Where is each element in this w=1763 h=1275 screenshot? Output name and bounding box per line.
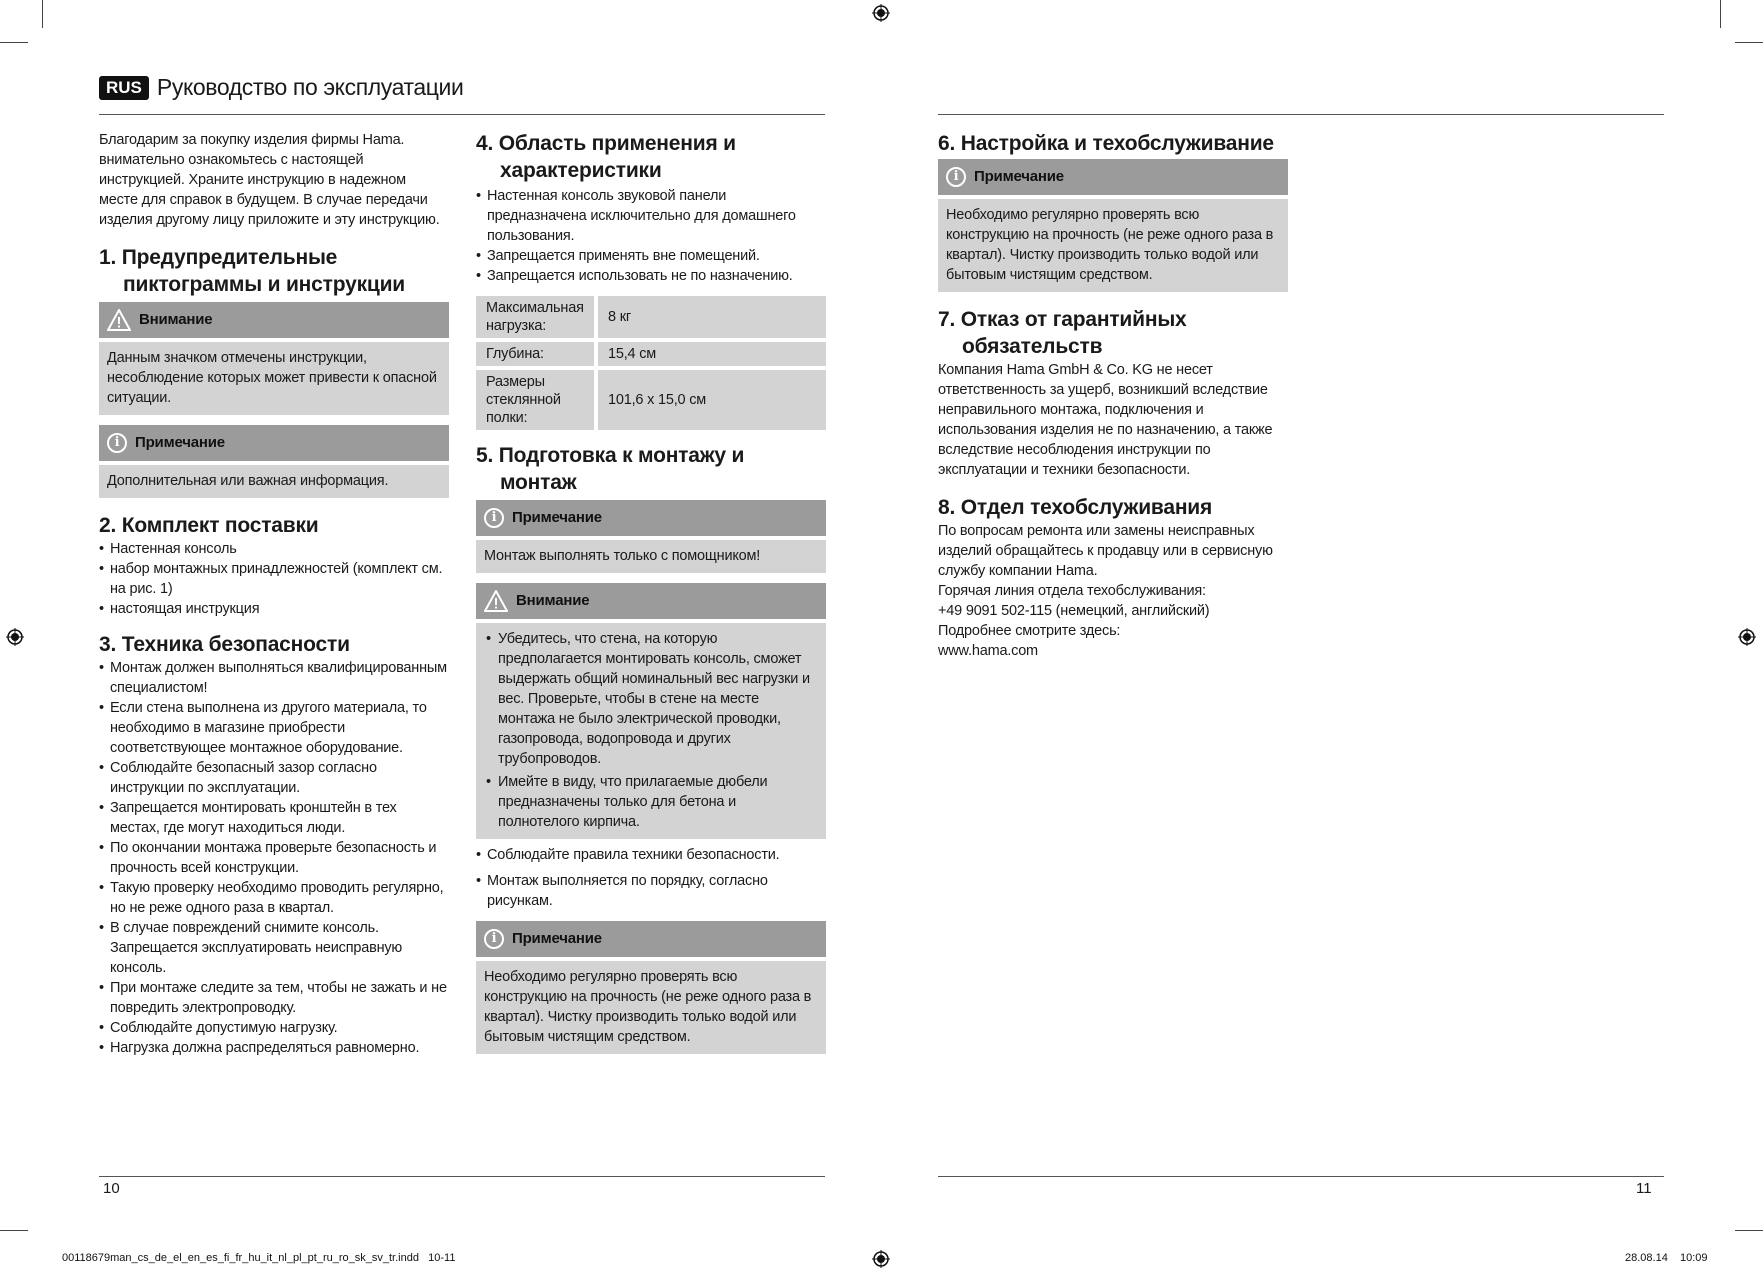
header-rule-left: [99, 114, 825, 115]
crop-mark: [1720, 0, 1721, 28]
table-row: [476, 342, 826, 366]
warning-box-body: [476, 623, 826, 839]
service-text: По вопросам ремонта или замены неисправных изделий обращайтесь к продавцу или в сервисную службу компании Hama.: [938, 523, 1273, 579]
section-1-title: 1. Предупредительные пиктограммы и инструкции: [99, 246, 406, 296]
note-box-header: [938, 159, 1288, 195]
section-6-title: 6. Настройка и техобслуживание: [938, 132, 1274, 155]
info-icon: i: [484, 508, 504, 528]
info-icon: i: [107, 433, 127, 453]
registration-mark-icon: [1738, 628, 1756, 646]
warning-box: [99, 302, 449, 415]
note-box-header: [476, 921, 826, 957]
list-item: • Запрещается использовать не по назначению.: [476, 266, 826, 286]
section-2-title: 2. Комплект поставки: [99, 514, 319, 537]
warning-text: Данным значком отмечены инструкции, несоблюдение которых может привести к опасной ситуации.: [107, 350, 437, 406]
mounting-list: [476, 845, 826, 911]
safety-list: [99, 658, 449, 1058]
section-5-title: 5. Подготовка к монтажу и монтаж: [476, 444, 745, 494]
list-item: • Такую проверку необходимо проводить регулярно, но не реже одного раза в квартал.: [99, 878, 449, 918]
website-link[interactable]: www.hama.com: [938, 643, 1038, 659]
note-text: Дополнительная или важная информация.: [107, 473, 389, 489]
warning-box-header: [99, 302, 449, 338]
language-badge: RUS: [99, 76, 149, 100]
list-item: • Нагрузка должна распределяться равномерно.: [99, 1038, 449, 1058]
page-number-right: 11: [1636, 1180, 1652, 1197]
page-number-left: 10: [103, 1180, 120, 1197]
note-box: [938, 159, 1288, 292]
crop-mark: [0, 42, 28, 43]
registration-mark-icon: [872, 4, 890, 22]
list-item: • При монтаже следите за тем, чтобы не зажать и не повредить электропроводку.: [99, 978, 449, 1018]
slug-time: 10:09: [1680, 1252, 1708, 1264]
note-box-body: [476, 961, 826, 1054]
column-3: [938, 130, 1288, 661]
note-text: Необходимо регулярно проверять всю конструкцию на прочность (не реже одного раза в квартал). Чистку производить только водой или бытовым чистящим средством.: [484, 969, 812, 1045]
hotline-label: Горячая линия отдела техобслуживания:: [938, 583, 1206, 599]
spec-key: Максимальная нагрузка:: [476, 296, 598, 338]
slug-date: 28.08.14: [1625, 1252, 1668, 1264]
note-label: Примечание: [512, 509, 602, 526]
crop-mark: [1735, 1230, 1763, 1231]
list-item: • Настенная консоль: [99, 539, 449, 559]
footer-rule-left: [99, 1176, 825, 1177]
info-icon: i: [484, 929, 504, 949]
section-7-title: 7. Отказ от гарантийных обязательств: [938, 308, 1187, 358]
spec-key: Глубина:: [476, 342, 598, 366]
crop-mark: [0, 1230, 28, 1231]
warning-label: Внимание: [139, 311, 213, 328]
note-box-body: [476, 540, 826, 573]
table-row: [476, 370, 826, 430]
spec-value: 15,4 см: [598, 342, 826, 366]
crop-mark: [42, 0, 43, 28]
section-4-title: 4. Область применения и характеристики: [476, 132, 736, 182]
header-rule-right: [938, 114, 1664, 115]
note-text: Необходимо регулярно проверять всю конструкцию на прочность (не реже одного раза в квартал). Чистку производить только водой или бытовым чистящим средством.: [946, 207, 1274, 283]
list-item: • настоящая инструкция: [99, 599, 449, 619]
registration-mark-icon: [6, 628, 24, 646]
note-text: Монтаж выполнять только с помощником!: [484, 548, 761, 564]
disclaimer-text: Компания Hama GmbH & Co. KG не несет ответственность за ущерб, возникший вследствие неправильного монтажа, подключения и использования изделия не по назначению, а также вследствие несоблюдения инструкции по эксплуатации и техники безопасности.: [938, 362, 1273, 478]
list-item: • Если стена выполнена из другого материала, то необходимо в магазине приобрести соответствующее монтажное оборудование.: [99, 698, 449, 758]
section-3-title: 3. Техника безопасности: [99, 633, 350, 656]
list-item: • Монтаж должен выполняться квалифицированным специалистом!: [99, 658, 449, 698]
list-item: • Настенная консоль звуковой панели предназначена исключительно для домашнего пользования.: [476, 186, 826, 246]
list-item: • набор монтажных принадлежностей (комплект см. на рис. 1): [99, 559, 449, 599]
note-box: [476, 500, 826, 573]
note-label: Примечание: [974, 168, 1064, 185]
list-item: • Имейте в виду, что прилагаемые дюбели предназначены только для бетона и полнотелого кирпича.: [486, 772, 818, 832]
column-2: [476, 130, 826, 1054]
warning-box: [476, 583, 826, 839]
page-header: [99, 74, 463, 101]
hotline-number: +49 9091 502-115 (немецкий, английский): [938, 603, 1210, 619]
note-box-body: [938, 199, 1288, 292]
delivery-list: [99, 539, 449, 619]
more-info-label: Подробнее смотрите здесь:: [938, 623, 1121, 639]
file-slug: 00118679man_cs_de_el_en_es_fi_fr_hu_it_nl_pl_pt_ru_ro_sk_sv_tr.indd 10-11: [62, 1252, 456, 1264]
table-row: [476, 296, 826, 338]
note-label: Примечание: [135, 434, 225, 451]
warning-triangle-icon: [484, 590, 508, 612]
note-box-header: [99, 425, 449, 461]
list-item: • Соблюдайте безопасный зазор согласно инструкции по эксплуатации.: [99, 758, 449, 798]
warning-box-body: [99, 342, 449, 415]
column-1: [99, 130, 449, 1058]
info-icon: i: [946, 167, 966, 187]
section-8-title: 8. Отдел техобслуживания: [938, 496, 1213, 519]
note-box-header: [476, 500, 826, 536]
list-item: • Соблюдайте правила техники безопасности.: [476, 845, 826, 865]
warning-label: Внимание: [516, 592, 590, 609]
spec-key: Размеры стеклянной полки:: [476, 370, 598, 430]
specs-table: [476, 292, 826, 434]
footer-rule-right: [938, 1176, 1664, 1177]
list-item: • Убедитесь, что стена, на которую предполагается монтировать консоль, сможет выдержать общий номинальный вес нагрузки и вес. Проверьте, чтобы в стене на месте монтажа не было электрической проводки, газопровода, водопровода и других трубопроводов.: [486, 629, 818, 769]
usage-list: [476, 186, 826, 286]
list-item: • В случае повреждений снимите консоль. Запрещается эксплуатировать неисправную консоль.: [99, 918, 449, 978]
intro-text: Благодарим за покупку изделия фирмы Hama. внимательно ознакомьтесь с настоящей инструкцией. Храните инструкцию в надежном месте для справок в будущем. В случае передачи изделия другому лицу приложите и эту инструкцию.: [99, 132, 440, 228]
list-item: • Соблюдайте допустимую нагрузку.: [99, 1018, 449, 1038]
note-box: [476, 921, 826, 1054]
list-item: • Запрещается применять вне помещений.: [476, 246, 826, 266]
warning-box-header: [476, 583, 826, 619]
note-box-body: [99, 465, 449, 498]
warning-list: [486, 629, 818, 832]
spec-value: 101,6 x 15,0 см: [598, 370, 826, 430]
list-item: • Запрещается монтировать кронштейн в тех местах, где могут находиться люди.: [99, 798, 449, 838]
note-label: Примечание: [512, 930, 602, 947]
list-item: • Монтаж выполняется по порядку, согласно рисункам.: [476, 871, 826, 911]
page-title: Руководство по эксплуатации: [156, 74, 464, 100]
registration-mark-icon: [872, 1250, 890, 1268]
list-item: • По окончании монтажа проверьте безопасность и прочность всей конструкции.: [99, 838, 449, 878]
spec-value: 8 кг: [598, 296, 826, 338]
note-box: [99, 425, 449, 498]
crop-mark: [1735, 42, 1763, 43]
warning-triangle-icon: [107, 309, 131, 331]
